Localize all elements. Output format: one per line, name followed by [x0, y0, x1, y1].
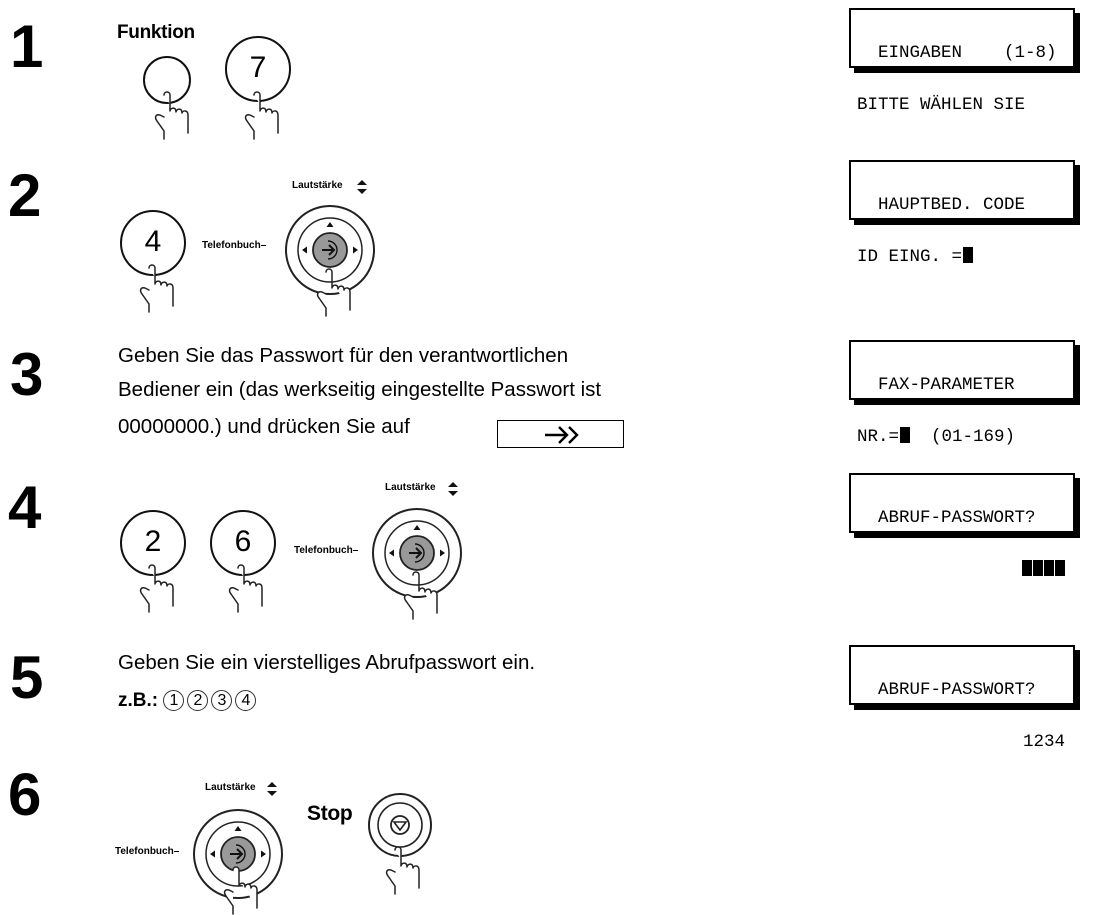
mask-block-icon — [1033, 560, 1043, 576]
hand-pointer-icon — [238, 568, 268, 608]
hand-pointer-icon — [326, 272, 356, 312]
lcd-line-1: FAX-PARAMETER — [878, 375, 1015, 395]
key-2-label: 2 — [144, 525, 162, 558]
lcd-line-1: ABRUF-PASSWORT? — [878, 508, 1036, 528]
step-3-text-line-1: Geben Sie das Passwort für den verantwortlichen — [118, 344, 569, 367]
lcd-line-2: BITTE WÄHLEN SIE — [857, 95, 1026, 115]
mask-block-icon — [1044, 560, 1054, 576]
hand-pointer-icon — [254, 95, 284, 135]
up-down-arrows-icon — [447, 489, 459, 505]
lcd-display-2 — [849, 160, 1075, 267]
step-5-number: 5 — [10, 644, 44, 711]
hand-pointer-icon — [149, 568, 179, 608]
step-3-text-line-3: 00000000.) und drücken Sie auf — [118, 415, 410, 438]
phonebook-label: Telefonbuch– — [202, 240, 267, 251]
digit-key-3: 3 — [211, 690, 232, 711]
digit-key-1: 1 — [163, 690, 184, 711]
volume-label: Lautstärke — [385, 482, 436, 493]
lcd-line-1: ABRUF-PASSWORT? — [878, 680, 1036, 700]
digit-key-4: 4 — [235, 690, 256, 711]
set-key-icon — [497, 420, 624, 448]
step-1-number: 1 — [10, 13, 44, 80]
lcd-display-5 — [849, 645, 1075, 752]
volume-label: Lautstärke — [205, 782, 256, 793]
lcd-display-1 — [849, 8, 1075, 115]
digit-key-2: 2 — [187, 690, 208, 711]
hand-pointer-icon — [395, 850, 425, 890]
lcd-line-2: 1234 — [1022, 732, 1065, 752]
hand-pointer-icon — [149, 268, 179, 308]
stop-key-label: Stop — [307, 802, 353, 825]
key-7-label: 7 — [249, 51, 267, 84]
volume-label: Lautstärke — [292, 180, 343, 191]
lcd-line-1: EINGABEN (1-8) — [878, 43, 1057, 63]
lcd-line-2: ID EING. = — [857, 247, 963, 267]
lcd-line-2b: (01-169) — [910, 427, 1016, 447]
step-3-text-line-2: Bediener ein (das werkseitig eingestellte Passwort ist — [118, 378, 602, 401]
function-key-label: Funktion — [117, 22, 195, 43]
up-down-arrows-icon — [266, 789, 278, 805]
lcd-display-4 — [849, 473, 1075, 533]
example-row — [118, 684, 259, 718]
hand-pointer-icon — [233, 870, 263, 910]
step-2-number: 2 — [8, 162, 42, 229]
step-6-number: 6 — [8, 761, 42, 828]
key-4-label: 4 — [144, 225, 162, 258]
phonebook-label: Telefonbuch– — [115, 846, 180, 857]
hand-pointer-icon — [164, 95, 194, 135]
hand-pointer-icon — [413, 575, 443, 615]
cursor-block-icon — [963, 247, 973, 263]
key-6-label: 6 — [234, 525, 252, 558]
lcd-line-1: HAUPTBED. CODE — [878, 195, 1026, 215]
lcd-line-2a: NR.= — [857, 427, 900, 447]
cursor-block-icon — [900, 427, 910, 443]
example-label: z.B.: — [118, 690, 159, 711]
step-5-text: Geben Sie ein vierstelliges Abrufpasswort ein. — [118, 651, 536, 674]
up-down-arrows-icon — [356, 187, 368, 203]
step-4-number: 4 — [8, 474, 42, 541]
phonebook-label: Telefonbuch– — [294, 545, 359, 556]
mask-block-icon — [1022, 560, 1032, 576]
mask-block-icon — [1055, 560, 1065, 576]
lcd-display-3 — [849, 340, 1075, 447]
step-3-number: 3 — [10, 341, 44, 408]
